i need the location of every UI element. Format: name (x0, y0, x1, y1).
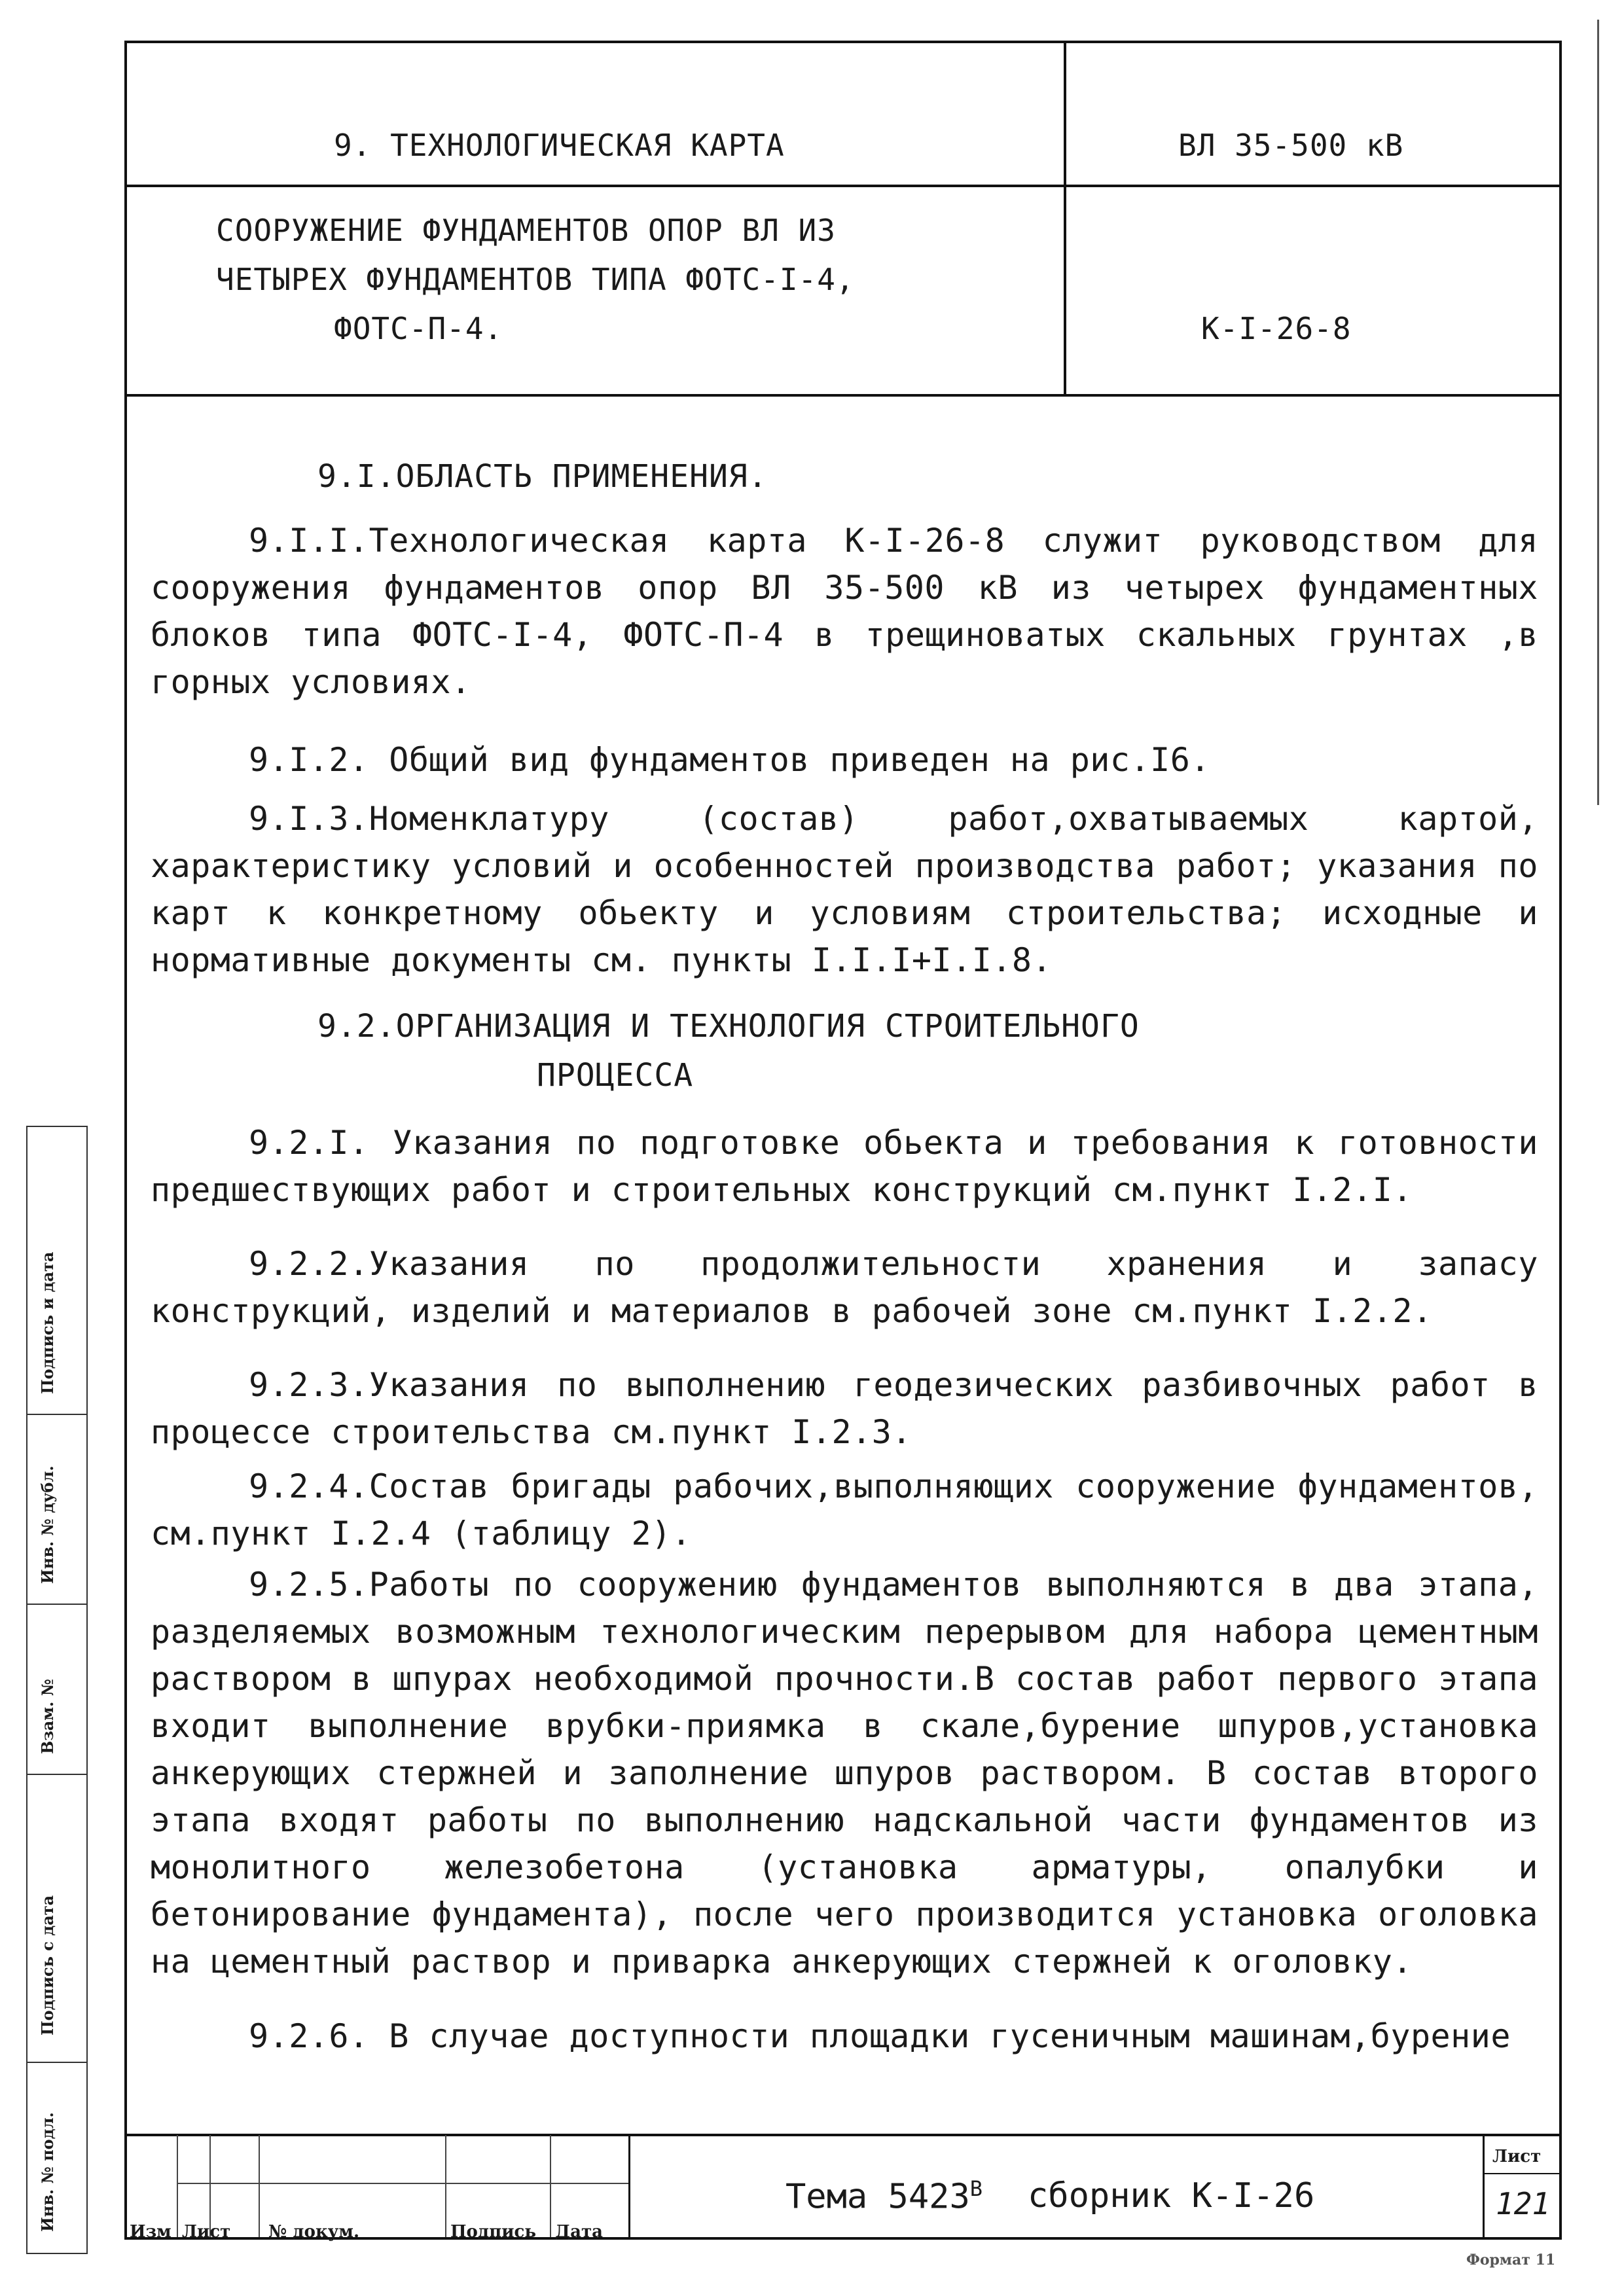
footer-sheet-number: 121 (1496, 2186, 1551, 2221)
footer-col-line (628, 2135, 630, 2237)
header-subject-line-1: СООРУЖЕНИЕ ФУНДАМЕНТОВ ОПОР ВЛ ИЗ (216, 213, 836, 248)
scan-edge-line (1597, 20, 1599, 805)
footer-label-signature: Подпись (450, 2222, 537, 2242)
header-code: К-I-26-8 (1201, 311, 1352, 346)
footer-col-line (445, 2135, 446, 2237)
paragraph-text: 9.2.6. В случае доступности площадки гусеничным машинам,бурение (249, 2017, 1511, 2055)
header-column-divider (1064, 41, 1066, 397)
paragraph-text: 9.2.2.Указания по продолжительности хранения и запасу конструкций, изделий и материалов в рабочей зоне см.пункт I.2.2. (151, 1245, 1538, 1330)
footer-mid-line (177, 2183, 628, 2184)
side-stamp-box-3 (26, 1604, 88, 1775)
section-title-2-line-1: 9.2.ОРГАНИЗАЦИЯ И ТЕХНОЛОГИЯ СТРОИТЕЛЬНОГО (317, 1008, 1140, 1045)
footer-label-izm: Изм (130, 2222, 171, 2242)
section-title-1: 9.I.ОБЛАСТЬ ПРИМЕНЕНИЯ. (317, 458, 768, 495)
footer-col-line (177, 2135, 178, 2237)
paragraph-text: 9.I.3.Номенклатуру (состав) работ,охватываемых картой, характеристику условий и особенностей производства работ; указания по карт к конкретному обьекту и условиям строительства; исходные и нормативные документы см. пункты I.I.I+I.I.8. (151, 800, 1538, 979)
paragraph-9-1-3 (151, 795, 1538, 992)
footer-format: Формат 11 (1466, 2251, 1556, 2269)
paragraph-9-2-5 (151, 1561, 1538, 1993)
footer-theme (785, 2176, 983, 2216)
paragraph-text: 9.2.I. Указания по подготовке обьекта и требования к готовности предшествующих работ и строительных конструкций см.пункт I.2.I. (151, 1124, 1538, 1209)
header-divider-1 (124, 185, 1562, 187)
header-voltage: ВЛ 35-500 кВ (1178, 128, 1404, 163)
side-stamp-box-5 (26, 2062, 88, 2254)
side-stamp-box-2 (26, 1414, 88, 1605)
footer-theme-text: Тема 5423 (785, 2177, 970, 2217)
header-subject-line-2: ЧЕТЫРЕХ ФУНДАМЕНТОВ ТИПА ФОТС-I-4, (216, 262, 855, 297)
footer-label-list: Лист (182, 2222, 231, 2242)
paragraph-9-2-1 (151, 1119, 1538, 1217)
side-stamp-label: Подпись и дата (38, 1251, 57, 1394)
header-subject-line-3: ФОТС-П-4. (334, 311, 503, 346)
side-stamp-box-4 (26, 1774, 88, 2063)
footer-col-line (550, 2135, 551, 2237)
paragraph-9-1-2 (151, 736, 1538, 789)
footer-sheet-line (1483, 2173, 1561, 2174)
paragraph-text: 9.2.4.Состав бригады рабочих,выполняющих сооружение фундаментов, см.пункт I.2.4 (таблицу 2). (151, 1467, 1538, 1552)
paragraph-text: 9.2.5.Работы по сооружению фундаментов выполняются в два этапа, разделяемых возможным технологическим перерывом для набора цементным раствором в шпурах необходимой прочности.В состав работ первого этапа входит выполнение врубки-приямка в скале,бурение шпуров,установка анкерующих стержней и заполнение шпуров раствором. В состав второго этапа входят работы по выполнению надскальной части фундаментов из монолитного железобетона (установка арматуры, опалубки и бетонирование фундамента), после чего производится установка оголовка на цементный раствор и приварка анкерующих стержней к оголовку. (151, 1566, 1538, 1981)
footer-sheet-label: Лист (1492, 2147, 1542, 2166)
side-stamp-label: Инв. № подл. (38, 2112, 57, 2232)
side-stamp-box-1 (26, 1126, 88, 1415)
footer-collection: сборник К-I-26 (1028, 2176, 1315, 2215)
paragraph-9-2-4 (151, 1463, 1538, 1561)
side-stamp-label: Инв. № дубл. (38, 1465, 57, 1584)
paragraph-text: 9.2.3.Указания по выполнению геодезических разбивочных работ в процессе строительства см.пункт I.2.3. (151, 1366, 1538, 1451)
section-title-2-line-2: ПРОЦЕССА (537, 1057, 694, 1094)
paragraph-9-2-3 (151, 1361, 1538, 1460)
footer-col-line (259, 2135, 260, 2237)
header-divider-2 (124, 394, 1562, 397)
side-stamp-label: Взам. № (38, 1679, 57, 1754)
footer-label-date: Дата (555, 2222, 603, 2242)
paragraph-text: 9.I.2. Общий вид фундаментов приведен на рис.I6. (249, 741, 1210, 779)
paragraph-9-2-2 (151, 1240, 1538, 1338)
paragraph-9-1-1 (151, 517, 1538, 713)
footer-sheet-divider (1483, 2135, 1485, 2237)
paragraph-text: 9.I.I.Технологическая карта К-I-26-8 служит руководством для сооружения фундаментов опор ВЛ 35-500 кВ из четырех фундаментных блоков типа ФОТС-I-4, ФОТС-П-4 в трещиноватых скальных грунтах ,в горных условиях. (151, 522, 1538, 701)
header-title: 9. ТЕХНОЛОГИЧЕСКАЯ КАРТА (334, 128, 785, 163)
footer-theme-sup: В (969, 2176, 983, 2201)
footer-top-line (124, 2134, 1562, 2136)
paragraph-9-2-6 (151, 2013, 1538, 2065)
footer-label-doc: № докум. (268, 2222, 360, 2242)
side-stamp-label: Подпись с дата (38, 1895, 57, 2036)
